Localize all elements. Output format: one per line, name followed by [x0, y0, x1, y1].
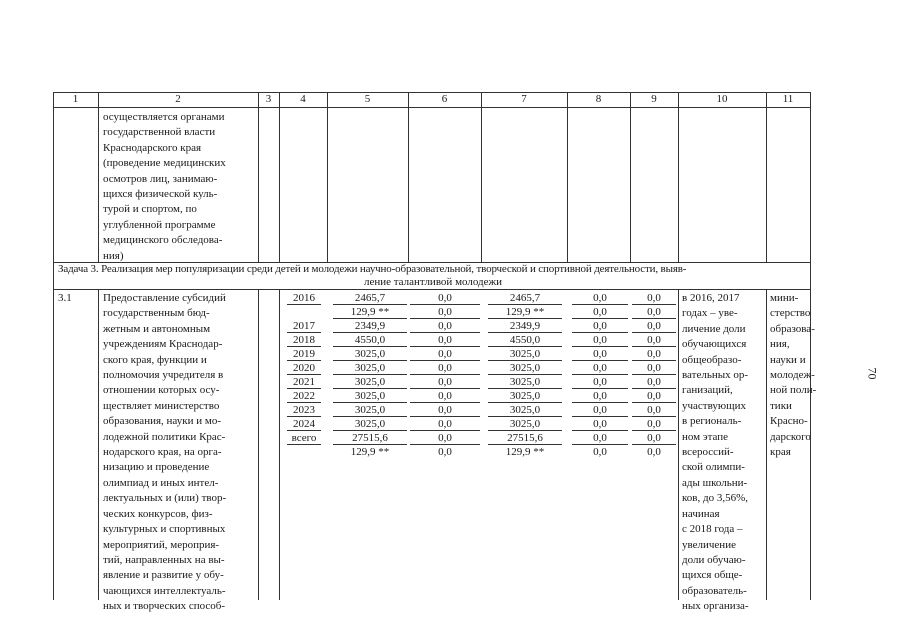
funding-value-cell: 3025,0	[333, 362, 407, 375]
funding-value-cell: 3025,0	[488, 376, 562, 389]
col-header-3: 3	[265, 93, 272, 105]
continuation-line: медицинского обследова-	[103, 234, 223, 247]
funding-value-cell: 3025,0	[488, 404, 562, 417]
responsible-executor	[770, 291, 816, 460]
funding-value-cell: 0,0	[410, 348, 480, 361]
item-border-10-11	[766, 289, 767, 600]
funding-year-cell: 2019	[287, 348, 321, 361]
funding-year-cell: 2022	[287, 390, 321, 403]
funding-value-cell: 0,0	[410, 362, 480, 375]
col-header-2: 2	[175, 93, 181, 105]
executor-line: тики	[770, 399, 792, 412]
continuation-line: турой и спортом, по	[103, 203, 197, 216]
col-border-2-3	[258, 92, 259, 262]
result-line: доли обучаю-	[682, 553, 746, 566]
continuation-line: щихся физической куль-	[103, 188, 218, 201]
col-border-5-6	[408, 92, 409, 262]
funding-value-cell: 2349,9	[333, 320, 407, 333]
result-line: начиная	[682, 507, 720, 520]
funding-value-cell: 0,0	[410, 306, 480, 319]
funding-value-cell: 0,0	[593, 446, 607, 458]
result-line: вательных ор-	[682, 369, 749, 382]
result-line: щихся обще-	[682, 569, 743, 582]
continuation-line: Краснодарского края	[103, 141, 202, 154]
funding-value-cell: 0,0	[632, 334, 676, 347]
funding-value-cell: 0,0	[572, 334, 628, 347]
result-line: с 2018 года –	[682, 523, 743, 536]
col-border-left	[53, 92, 54, 600]
funding-value-cell: 129,9 **	[350, 446, 390, 458]
continuation-text	[103, 110, 226, 264]
funding-value-cell: 0,0	[410, 404, 480, 417]
funding-value-cell: 0,0	[572, 362, 628, 375]
funding-value-cell: 4550,0	[333, 334, 407, 347]
col-border-7-8	[567, 92, 568, 262]
col-border-4-5	[327, 92, 328, 262]
executor-line: Красно-	[770, 415, 808, 428]
funding-year-cell: 2020	[287, 362, 321, 375]
result-line: в региональ-	[682, 415, 742, 428]
item-description	[103, 291, 226, 615]
result-line: образователь-	[682, 584, 747, 597]
result-line: ном этапе	[682, 430, 729, 443]
task-row-border	[53, 289, 810, 290]
executor-line: края	[770, 446, 791, 459]
funding-value-cell: 0,0	[632, 390, 676, 403]
result-line: увеличение	[682, 538, 736, 551]
result-line: ады школьни-	[682, 476, 748, 489]
result-line: ных организа-	[682, 600, 749, 613]
funding-value-cell: 3025,0	[333, 376, 407, 389]
funding-year-cell: 2017	[287, 320, 321, 333]
funding-value-cell: 0,0	[572, 292, 628, 305]
result-line: обучающихся	[682, 338, 747, 351]
funding-value-cell: 27515,6	[488, 432, 562, 445]
funding-value-cell: 0,0	[410, 292, 480, 305]
funding-value-cell: 3025,0	[333, 418, 407, 431]
page-number: 70	[865, 367, 880, 380]
funding-value-cell: 129,9 **	[505, 446, 545, 458]
item-border-1-2	[98, 289, 99, 600]
funding-year-cell: 2021	[287, 376, 321, 389]
funding-value-cell: 0,0	[410, 432, 480, 445]
header-bottom-border	[53, 107, 810, 108]
funding-value-cell: 0,0	[410, 376, 480, 389]
continuation-line: государственной власти	[103, 126, 216, 139]
funding-value-cell: 3025,0	[488, 418, 562, 431]
result-line: ков, до 3,56%,	[682, 492, 748, 505]
result-line: ской олимпи-	[682, 461, 745, 474]
item-border-2-3	[258, 289, 259, 600]
description-line: государственным бюд-	[103, 307, 210, 320]
funding-value-cell: 0,0	[632, 348, 676, 361]
funding-value-cell: 0,0	[572, 348, 628, 361]
funding-value-cell: 0,0	[410, 390, 480, 403]
description-line: тий, направленных на вы-	[103, 553, 225, 566]
description-line: чающихся интеллектуаль-	[103, 584, 226, 597]
col-border-right	[810, 92, 811, 289]
funding-value-cell: 0,0	[647, 446, 661, 458]
executor-line: дарского	[770, 430, 811, 443]
col-header-6: 6	[441, 93, 448, 105]
funding-year-cell: 2016	[287, 292, 321, 305]
funding-year-cell: 2023	[287, 404, 321, 417]
col-border-10-11	[766, 92, 767, 262]
funding-value-cell: 3025,0	[488, 348, 562, 361]
funding-value-cell: 0,0	[632, 404, 676, 417]
description-line: Предоставление субсидий	[103, 292, 226, 304]
col-header-10: 10	[716, 93, 728, 105]
executor-line: образова-	[770, 322, 815, 335]
continuation-line: осмотров лиц, занимаю-	[103, 172, 218, 185]
funding-value-cell: 0,0	[632, 292, 676, 305]
task-heading	[58, 263, 808, 288]
funding-year-cell: 2024	[287, 418, 321, 431]
funding-value-cell: 3025,0	[333, 404, 407, 417]
executor-line: мини-	[770, 292, 799, 304]
task-heading-line-1: Задача 3. Реализация мер популяризации среди детей и молодежи научно-образовательной, творческой и спортивной деятельности, выяв-	[58, 263, 687, 275]
result-line: в 2016, 2017	[682, 292, 740, 304]
description-line: жетным и автономным	[103, 322, 211, 335]
funding-value-cell: 3025,0	[488, 390, 562, 403]
funding-value-cell: 2465,7	[333, 292, 407, 305]
funding-value-cell: 3025,0	[488, 362, 562, 375]
funding-value-cell: 0,0	[410, 334, 480, 347]
funding-value-cell: 0,0	[572, 306, 628, 319]
funding-value-cell: 0,0	[572, 390, 628, 403]
funding-year-cell: всего	[287, 432, 321, 445]
col-border-8-9	[630, 92, 631, 262]
funding-value-cell: 0,0	[572, 404, 628, 417]
funding-value-cell: 0,0	[632, 320, 676, 333]
item-border-3-4	[279, 289, 280, 600]
description-line: ных и творческих способ-	[103, 600, 226, 613]
task-heading-line-2: ление талантливой молодежи	[363, 275, 503, 288]
funding-value-cell: 0,0	[632, 306, 676, 319]
description-line: нодарского края, на орга-	[103, 446, 222, 459]
col-border-3-4	[279, 92, 280, 262]
funding-value-cell: 2349,9	[488, 320, 562, 333]
description-line: образования, науки и мо-	[103, 415, 221, 428]
funding-value-cell: 0,0	[572, 320, 628, 333]
description-line: мероприятий, мероприя-	[103, 538, 220, 551]
funding-value-cell: 0,0	[632, 418, 676, 431]
item-number: 3.1	[58, 292, 72, 304]
col-border-9-10	[678, 92, 679, 262]
executor-line: науки и	[770, 353, 806, 366]
description-line: культурных и спортивных	[103, 523, 226, 536]
funding-value-cell: 129,9 **	[333, 306, 407, 319]
funding-year-cell: 2018	[287, 334, 321, 347]
col-header-5: 5	[364, 93, 371, 105]
funding-value-cell: 0,0	[572, 418, 628, 431]
funding-value-cell: 4550,0	[488, 334, 562, 347]
continuation-line: (проведение медицинских	[103, 157, 226, 170]
funding-value-cell: 0,0	[632, 432, 676, 445]
executor-line: молодеж-	[770, 369, 815, 382]
description-line: ществляет министерство	[103, 399, 220, 412]
funding-value-cell: 0,0	[632, 376, 676, 389]
result-line: участвующих	[682, 399, 746, 412]
funding-value-cell: 0,0	[438, 446, 452, 458]
result-line: годах – уве-	[682, 307, 738, 320]
description-line: низацию и проведение	[103, 461, 210, 474]
col-header-11: 11	[782, 93, 794, 105]
executor-line: ния,	[770, 338, 790, 351]
col-header-7: 7	[521, 93, 527, 105]
result-line: всероссий-	[682, 446, 734, 459]
funding-value-cell: 0,0	[572, 376, 628, 389]
description-line: ческих конкурсов, физ-	[103, 507, 213, 520]
description-line: учреждениям Краснодар-	[103, 338, 223, 351]
funding-value-cell: 2465,7	[488, 292, 562, 305]
continuation-line: ния)	[103, 249, 124, 262]
description-line: отношении которых осу-	[103, 384, 220, 397]
col-header-9: 9	[651, 93, 657, 105]
col-border-1-2	[98, 92, 99, 262]
funding-value-cell: 0,0	[410, 418, 480, 431]
funding-value-cell: 0,0	[572, 432, 628, 445]
funding-value-cell: 27515,6	[333, 432, 407, 445]
executor-line: ной поли-	[770, 384, 817, 397]
col-header-8: 8	[595, 93, 602, 105]
col-header-1: 1	[72, 93, 79, 105]
description-line: полномочия учредителя в	[103, 369, 224, 382]
funding-value-cell: 3025,0	[333, 390, 407, 403]
result-line: ганизаций,	[682, 384, 733, 397]
description-line: олимпиад и иных интел-	[103, 476, 219, 489]
funding-value-cell: 0,0	[410, 320, 480, 333]
result-line: личение доли	[682, 322, 746, 335]
continuation-line: углубленной программе	[103, 218, 216, 231]
item-border-9-10	[678, 289, 679, 600]
funding-value-cell: 0,0	[632, 362, 676, 375]
description-line: явление и развитие у обу-	[103, 569, 224, 582]
funding-value-cell: 129,9 **	[488, 306, 562, 319]
col-header-4: 4	[300, 93, 306, 105]
description-line: лектуальных и (или) твор-	[103, 492, 227, 505]
continuation-line: осуществляется органами	[103, 111, 225, 123]
description-line: ского края, функции и	[103, 353, 207, 366]
funding-value-cell: 3025,0	[333, 348, 407, 361]
expected-result	[682, 291, 749, 615]
description-line: лодежной политики Крас-	[103, 430, 226, 443]
executor-line: стерство	[770, 307, 811, 320]
col-border-6-7	[481, 92, 482, 262]
result-line: общеобразо-	[682, 353, 742, 366]
